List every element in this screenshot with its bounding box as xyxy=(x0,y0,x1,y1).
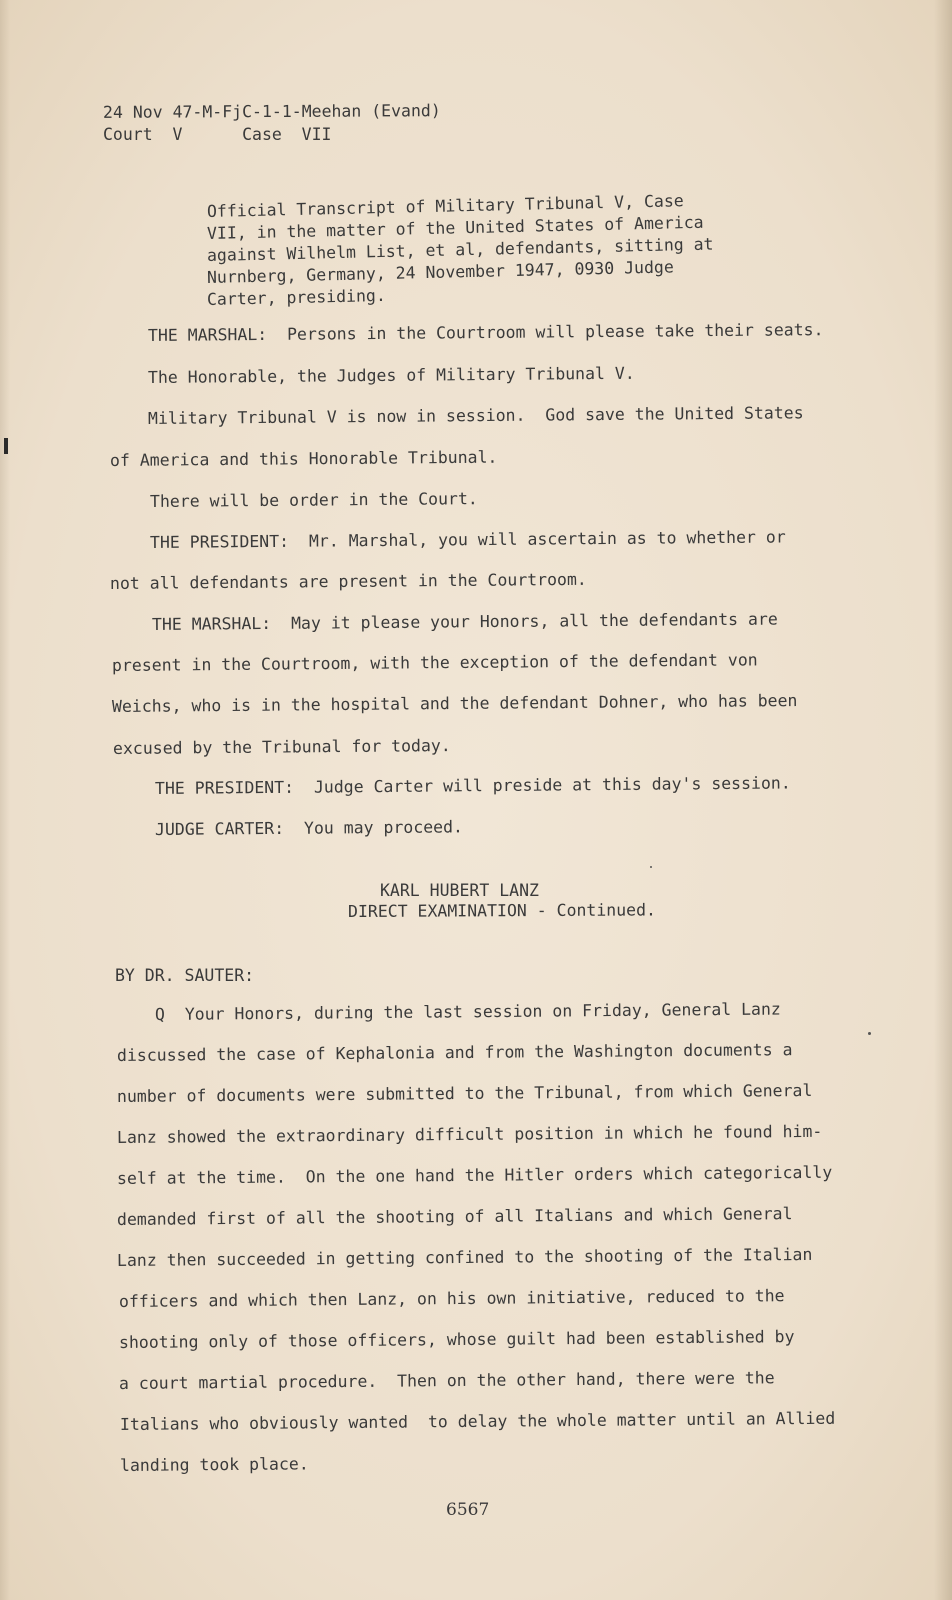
transcript-line: shooting only of those officers, whose guilt had been established by xyxy=(118,1327,795,1352)
examination-title: DIRECT EXAMINATION - Continued. xyxy=(347,900,656,921)
transcript-line: JUDGE CARTER: You may proceed. xyxy=(154,817,464,839)
transcript-line: number of documents were submitted to the Tribunal, from which General xyxy=(116,1080,813,1106)
transcript-line: Military Tribunal V is now in session. God save the United States xyxy=(147,403,804,428)
transcript-line: THE MARSHAL: May it please your Honors, all the defendants are xyxy=(151,609,778,634)
speck xyxy=(868,1032,871,1035)
caption-line: against Wilhelm List, et al, defendants, sitting at xyxy=(206,234,714,265)
transcript-line: landing took place. xyxy=(119,1454,309,1475)
transcript-line: discussed the case of Kephalonia and from the Washington documents a xyxy=(116,1040,793,1065)
page-edge-shadow-left xyxy=(0,0,10,1600)
witness-name: KARL HUBERT LANZ xyxy=(380,881,539,900)
transcript-line: THE MARSHAL: Persons in the Courtroom will please take their seats. xyxy=(147,320,824,345)
transcript-line: not all defendants are present in the Courtroom. xyxy=(109,569,587,593)
caption-line: Carter, presiding. xyxy=(206,285,386,309)
transcript-line: self at the time. On the one hand the Hitler orders which categorically xyxy=(116,1162,833,1188)
speck xyxy=(650,866,652,868)
transcript-line: present in the Courtroom, with the exception of the defendant von xyxy=(111,650,758,675)
caption-line: VII, in the matter of the United States of America xyxy=(206,212,704,243)
caption-line: Official Transcript of Military Tribunal V, Case xyxy=(206,191,684,221)
transcript-line: of America and this Honorable Tribunal. xyxy=(109,447,498,470)
transcript-line: There will be order in the Court. xyxy=(149,489,478,511)
transcript-line: a court martial procedure. Then on the other hand, there were the xyxy=(118,1368,775,1393)
examiner-label: BY DR. SAUTER: xyxy=(115,966,255,985)
transcript-line: demanded first of all the shooting of all Italians and which General xyxy=(116,1204,793,1229)
binding-mark xyxy=(4,438,8,454)
page-number: 6567 xyxy=(446,1500,490,1520)
transcript-line: officers and which then Lanz, on his own initiative, reduced to the xyxy=(118,1286,785,1311)
transcript-line: Q Your Honors, during the last session on Friday, General Lanz xyxy=(154,999,781,1024)
transcript-line: Lanz then succeeded in getting confined to the shooting of the Italian xyxy=(116,1244,813,1270)
caption-line: Nurnberg, Germany, 24 November 1947, 0930 Judge xyxy=(206,257,674,287)
transcript-line: THE PRESIDENT: Judge Carter will preside at this day's session. xyxy=(154,773,791,798)
header-reference: 24 Nov 47-M-FjC-1-1-Meehan (Evand) xyxy=(102,101,441,122)
header-court-case: Court V Case VII xyxy=(103,125,332,144)
transcript-line: THE PRESIDENT: Mr. Marshal, you will ascertain as to whether or xyxy=(149,527,786,552)
transcript-line: The Honorable, the Judges of Military Tribunal V. xyxy=(147,363,635,387)
page-edge-shadow-right xyxy=(934,0,952,1600)
transcript-line: excused by the Tribunal for today. xyxy=(112,736,451,758)
transcript-line: Italians who obviously wanted to delay the whole matter until an Allied xyxy=(119,1408,836,1434)
transcript-line: Weichs, who is in the hospital and the defendant Dohner, who has been xyxy=(111,691,798,716)
transcript-line: Lanz showed the extraordinary difficult position in which he found him- xyxy=(116,1121,823,1147)
